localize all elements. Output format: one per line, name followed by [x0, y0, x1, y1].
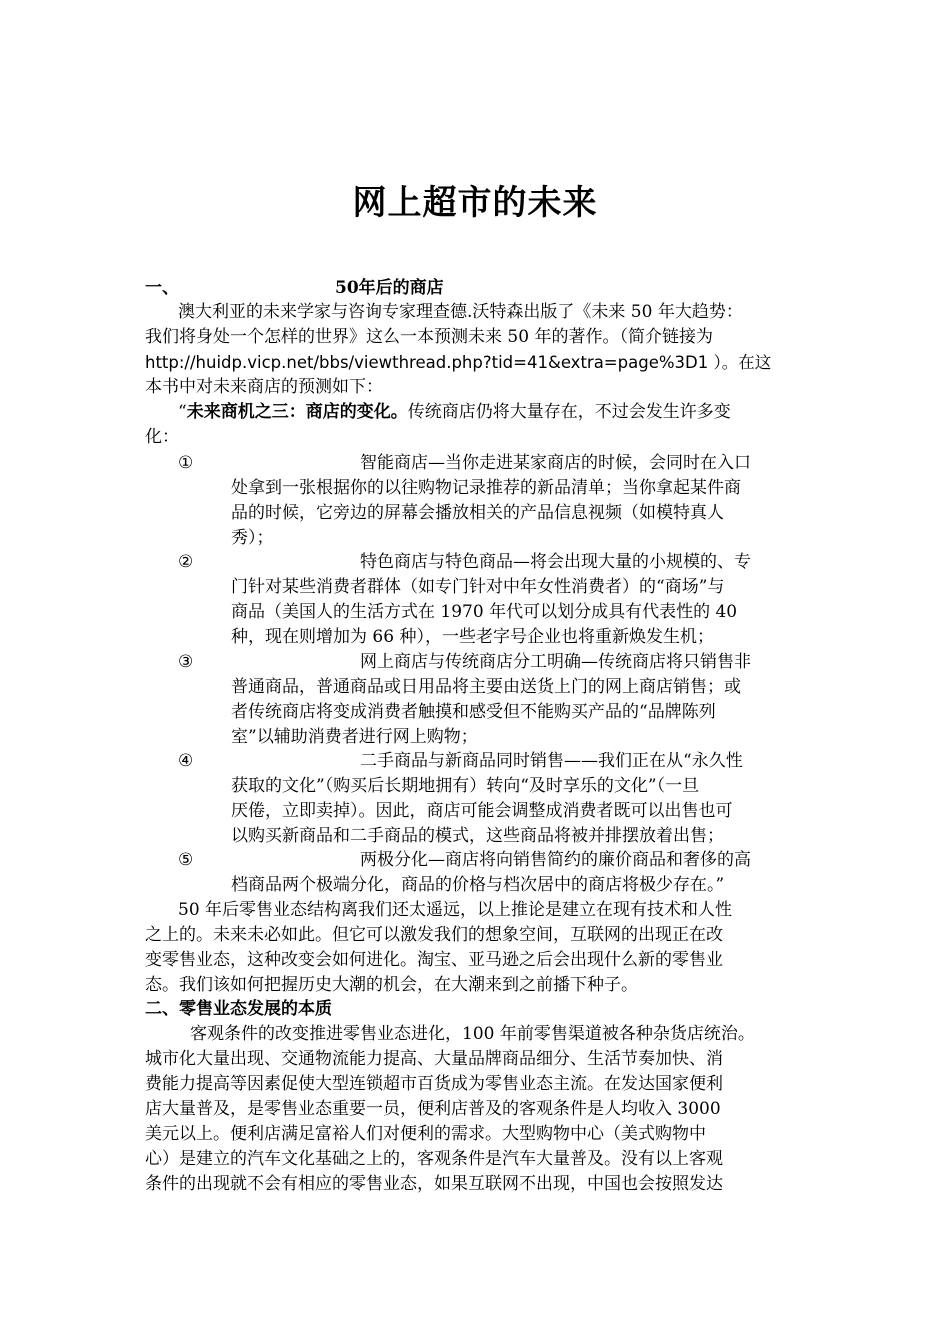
quote-open-mark: “ — [178, 402, 187, 422]
section2-line: 美元以上。便利店满足富裕人们对便利的需求。大型购物中心（美式购物中 — [145, 1124, 706, 1144]
item-line: 档商品两个极端分化，商品的价格与档次居中的商店将极少存在。” — [231, 875, 725, 895]
item-line: 以购买新商品和二手商品的模式，这些商品将被并排摆放着出售； — [231, 826, 724, 846]
section2-line: 城市化大量出现、交通物流能力提高、大量品牌商品细分、生活节奏加快、消 — [145, 1049, 723, 1069]
intro-link-line[interactable]: http://huidp.vicp.net/bbs/viewthread.php?tid=41&extra=page%3D1 ）。在这 — [145, 353, 772, 372]
closing-line: 50 年后零售业态结构离我们还太遥远，以上推论是建立在现有技术和人性 — [178, 900, 733, 920]
item-marker: ③ — [178, 652, 194, 672]
section2-line: 客观条件的改变推进零售业态进化，100 年前零售渠道被各种杂货店统治。 — [190, 1024, 755, 1044]
quote-line: 化： — [145, 427, 179, 447]
item-line: 者传统商店将变成消费者触摸和感受但不能购买产品的“品牌陈列 — [231, 702, 716, 722]
quote-bold-phrase: 未来商机之三：商店的变化。 — [186, 402, 408, 422]
section2-line: 费能力提高等因素促使大型连锁超市百货成为零售业态主流。在发达国家便利 — [145, 1074, 723, 1094]
section2-line: 店大量普及，是零售业态重要一员，便利店普及的客观条件是人均收入 3000 — [145, 1099, 721, 1119]
closing-line: 变零售业态，这种改变会如何进化。淘宝、亚马逊之后会出现什么新的零售业 — [145, 950, 723, 970]
quote-lead — [178, 400, 731, 425]
item-line: 秀）； — [231, 528, 274, 548]
closing-line: 态。我们该如何把握历史大潮的机会，在大潮来到之前播下种子。 — [145, 975, 638, 995]
item-marker: ④ — [178, 751, 194, 771]
item-marker: ① — [178, 453, 194, 473]
closing-line: 之上的。未来未必如此。但它可以激发我们的想象空间，互联网的出现正在改 — [145, 925, 723, 945]
quote-rest: 传统商店仍将大量存在，不过会发生许多变 — [407, 402, 731, 422]
item-line: 获取的文化”（购买后长期地拥有）转向“及时享乐的文化”（一旦 — [231, 776, 700, 796]
section2-line: 心）是建立的汽车文化基础之上的，客观条件是汽车大量普及。没有以上客观 — [145, 1149, 723, 1169]
item-text: 两极分化—商店将向销售简约的廉价商品和奢侈的高 — [360, 850, 751, 870]
section2-heading: 二、零售业态发展的本质 — [145, 999, 332, 1019]
item-line: 商品（美国人的生活方式在 1970 年代可以划分成具有代表性的 40 — [231, 602, 738, 622]
item-marker: ② — [178, 552, 194, 572]
section1-title: 50年后的商店 — [335, 278, 444, 298]
intro-line: 我们将身处一个怎样的世界》这么一本预测未来 50 年的著作。（简介链接为 — [145, 327, 713, 347]
item-text: 智能商店—当你走进某家商店的时候，会同时在入口 — [360, 453, 751, 473]
intro-line: 澳大利亚的未来学家与咨询专家理查德.沃特森出版了《未来 50 年大趋势： — [178, 302, 743, 322]
intro-line: 本书中对未来商店的预测如下： — [145, 377, 383, 397]
item-text: 特色商店与特色商品—将会出现大量的小规模的、专 — [360, 552, 751, 572]
item-line: 厌倦，立即卖掉）。因此，商店可能会调整成消费者既可以出售也可 — [231, 801, 733, 821]
page-title: 网上超市的未来 — [352, 183, 598, 223]
item-line: 室”以辅助消费者进行网上购物； — [231, 727, 478, 747]
item-line: 品的时候，它旁边的屏幕会播放相关的产品信息视频（如模特真人 — [231, 503, 724, 523]
item-marker: ⑤ — [178, 850, 194, 870]
item-line: 种，现在则增加为 66 种），一些老字号企业也将重新焕发生机； — [231, 627, 714, 647]
item-line: 普通商品，普通商品或日用品将主要由送货上门的网上商店销售；或 — [231, 677, 741, 697]
item-line: 门针对某些消费者群体（如专门针对中年女性消费者）的“商场”与 — [231, 577, 725, 597]
item-text: 网上商店与传统商店分工明确—传统商店将只销售非 — [360, 652, 751, 672]
section1-number: 一、 — [145, 278, 179, 298]
item-line: 处拿到一张根据你的以往购物记录推荐的新品清单；当你拿起某件商 — [231, 478, 741, 498]
item-text: 二手商品与新商品同时销售——我们正在从“永久性 — [360, 751, 743, 771]
section2-line: 条件的出现就不会有相应的零售业态，如果互联网不出现，中国也会按照发达 — [145, 1174, 723, 1194]
